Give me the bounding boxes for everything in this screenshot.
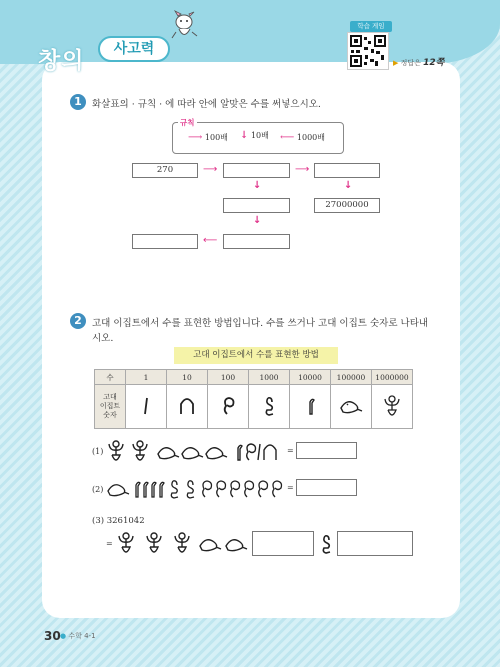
god-glyph-icon [372,385,413,429]
finger-glyph-icon [290,385,331,429]
answer-box-4[interactable] [223,234,290,249]
footer-subject: ● 수학 4-1 [60,632,96,640]
god-glyph-icon [133,441,147,460]
sub-question-2-glyphs [104,475,294,503]
tadpole-glyph-icon [108,485,129,496]
answer-box-3[interactable] [223,198,290,213]
question-2-number: 2 [70,313,86,329]
god-glyph-icon [147,533,161,552]
arrow-left-icon: ⟵ [280,132,295,143]
question-1-text: 화살표의 · 규칙 · 에 따라 안에 알맞은 수를 써넣으시오. [92,99,321,110]
answer-box-2[interactable] [314,163,380,178]
stroke-glyph-icon [258,444,260,460]
equals-sign: = [287,483,294,492]
finger-glyph-icon [136,482,140,497]
bullet-icon: ● [60,632,67,640]
tadpole-glyph-icon [200,540,221,551]
lotus-glyph-icon [249,385,290,429]
rule-down: ↓ 10배 [240,130,269,141]
lotus-glyph-icon [187,481,194,498]
arrow-down-icon: ↓ [253,180,262,191]
rule-right: ⟶ 100배 [188,132,228,143]
table-cell: 1000 [249,370,290,385]
answer-box-sub3-b[interactable] [337,531,413,556]
arrow-down-icon: ↓ [240,130,249,141]
answer-box-sub2[interactable] [296,479,357,496]
table-cell: 1 [126,370,167,385]
tadpole-glyph-icon [331,385,372,429]
god-glyph-icon [119,533,133,552]
answer-reference: ▶ 정답은 12쪽 [393,58,445,68]
tadpole-glyph-icon [182,448,203,459]
coil-glyph-icon [208,385,249,429]
arrow-left-icon: ⟵ [203,235,218,246]
coil-glyph-icon [245,481,254,497]
finger-glyph-icon [238,445,242,460]
heel-glyph-icon [264,445,276,460]
qr-code[interactable] [347,32,389,70]
heel-glyph-icon [167,385,208,429]
coil-glyph-icon [231,481,240,497]
arrow-down-icon: ↓ [253,215,262,226]
god-glyph-icon [109,441,123,460]
coil-glyph-icon [203,481,212,497]
god-glyph-icon [175,533,189,552]
coil-glyph-icon [259,481,268,497]
table-cell: 10 [167,370,208,385]
arrow-right-icon: ⟶ [203,164,218,175]
question-2-text-line1: 고대 이집트에서 수를 표현한 방법입니다. 수를 쓰거나 고대 이집트 숫자로 나타내 [92,318,429,329]
sub-question-3-label: (3) 3261042 [92,516,145,526]
sub-question-2-label: (2) [92,485,104,494]
finger-glyph-icon [144,482,148,497]
answer-box-sub1[interactable] [296,442,357,459]
equals-sign: = [287,446,294,455]
page-number: 30 [44,629,61,643]
qr-label: 학습 게임 [350,21,392,32]
arrow-right-icon: ⟶ [295,164,310,175]
table-banner: 고대 이집트에서 수를 표현한 방법 [174,347,338,364]
question-1-number: 1 [70,94,86,110]
rule-title: 규칙 [180,118,195,127]
table-header-egyptian: 고대 이집트 숫자 [95,385,126,429]
rule-left: ⟵ 1000배 [280,132,325,143]
sub-question-1-label: (1) [92,447,104,456]
finger-glyph-icon [160,482,164,497]
sub-question-1-glyphs [104,438,294,466]
flow-box-start: 270 [132,163,198,178]
tadpole-glyph-icon [226,540,247,551]
sub-question-3-glyphs [114,530,254,558]
table-cell: 100 [208,370,249,385]
egyptian-numeral-table [94,369,413,429]
finger-glyph-icon [152,482,156,497]
table-cell: 100000 [331,370,372,385]
table-header-number: 수 [95,370,126,385]
page-title: 창의 [38,48,85,74]
coil-glyph-icon [217,481,226,497]
flow-box-given: 27000000 [314,198,380,213]
qr-code-icon [348,33,388,69]
arrow-right-icon: ⟶ [188,132,203,143]
equals-sign: = [106,539,113,548]
stroke-glyph-icon [126,385,167,429]
arrow-down-icon: ↓ [344,180,353,191]
answer-box-5[interactable] [132,234,198,249]
lotus-glyph-icon [316,532,336,556]
pointer-icon: ▶ [393,59,399,67]
table-cell: 1000000 [372,370,413,385]
coil-glyph-icon [273,481,282,497]
tadpole-glyph-icon [206,448,227,459]
table-cell: 10000 [290,370,331,385]
page-subtitle-pill: 사고력 [98,36,170,62]
lotus-glyph-icon [171,481,178,498]
coil-glyph-icon [247,444,256,460]
question-2-text-line2: 시오. [92,333,114,344]
mascot-icon [170,10,200,46]
answer-box-1[interactable] [223,163,290,178]
answer-box-sub3-a[interactable] [252,531,314,556]
tadpole-glyph-icon [158,448,179,459]
